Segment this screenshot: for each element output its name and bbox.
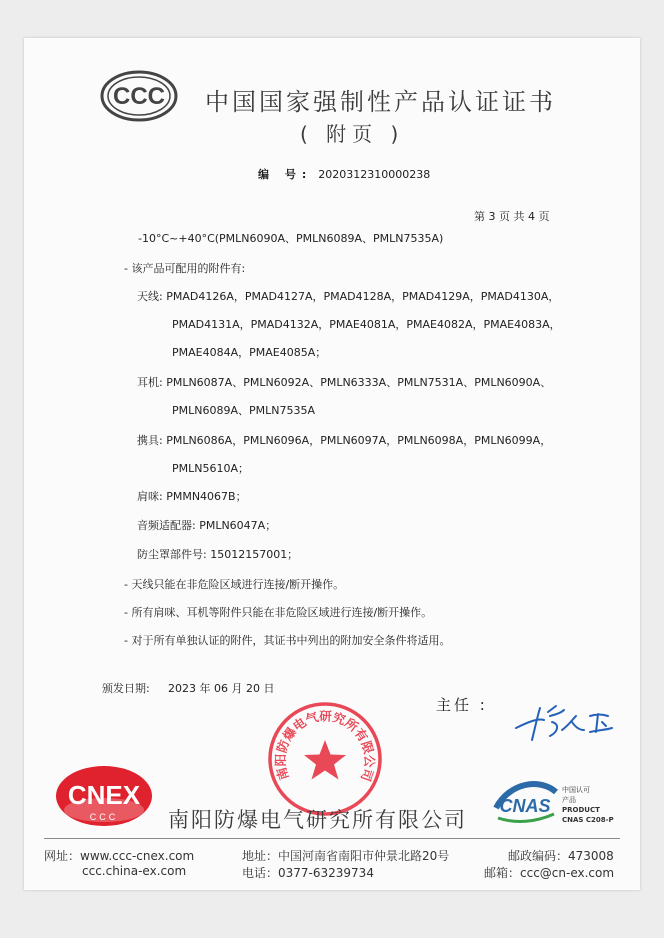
body-line: - 所有肩咪、耳机等附件只能在非危险区域进行连接/断开操作。 [124,606,433,619]
director-label: 主任 : [436,696,488,714]
footer-divider [44,838,620,839]
body-line: - 该产品可配用的附件有: [124,262,246,275]
cnex-logo [54,764,154,828]
footer-phone: 电话：0377-63239734 [242,866,374,880]
body-line: - 天线只能在非危险区域进行连接/断开操作。 [124,578,345,591]
body-line: - 对于所有单独认证的附件，其证书中列出的附加安全条件将适用。 [124,634,451,647]
issue-date-label: 颁发日期: [102,682,150,695]
cnas-label-4: CNAS C208-P [562,816,614,824]
certificate-title: 中国国家强制性产品认证证书 [205,88,556,116]
seal-text: 南阳防爆电气研究所有限公司 [272,708,378,784]
company-name: 南阳防爆电气研究所有限公司 [168,808,467,832]
cnex-logo-text: CNEX [67,780,141,810]
cnas-logo [492,778,558,824]
footer-website: 网址：www.ccc-cnex.com [44,849,195,863]
body-line: 天线: PMAD4126A，PMAD4127A，PMAD4128A，PMAD4129A，PMAD4130A， [137,290,560,303]
footer-postcode: 邮政编码：473008 [508,849,614,863]
body-line: 肩咪: PMMN4067B； [137,490,247,503]
body-line: 音频适配器: PMLN6047A； [137,519,277,532]
cnas-logo-text: CNAS [499,796,551,816]
cert-no-value: 2020312310000238 [318,168,431,181]
director-signature [510,700,616,744]
body-line: PMLN6089A、PMLN7535A [172,404,315,417]
footer-website-2: ccc.china-ex.com [82,864,187,878]
footer-email: 邮箱：ccc@cn-ex.com [484,866,615,880]
body-line: 防尘罩部件号: 15012157001； [137,548,299,561]
body-line: PMAD4131A，PMAD4132A，PMAE4081A，PMAE4082A，PMAE4083A， [172,318,561,331]
page-indicator: 第 3 页 共 4 页 [474,210,550,223]
body-line: 耳机: PMLN6087A、PMLN6092A、PMLN6333A、PMLN7531A、PMLN6090A、 [137,376,552,389]
cnas-label-3: PRODUCT [562,806,600,814]
cnas-label-1: 中国认可 [562,786,590,794]
body-line: PMLN5610A； [172,462,249,475]
cert-no-label: 编 号: [258,168,313,181]
body-line: 携具: PMLN6086A，PMLN6096A，PMLN6097A，PMLN6098A，PMLN6099A， [137,434,552,447]
certificate-subtitle: ( 附页 ) [300,122,405,146]
certificate-number [258,166,430,182]
seal-star-icon [304,740,346,780]
official-seal [266,700,384,818]
footer-address: 地址：中国河南省南阳市仲景北路20号 [242,849,450,863]
cnex-logo-subtext: CCC [89,812,119,822]
issue-date-value: 2023 年 06 月 20 日 [168,682,275,695]
cnas-label-2: 产品 [562,796,576,804]
ccc-logo-text: CCC [113,83,165,110]
ccc-logo [100,70,178,122]
body-line: -10°C~+40°C(PMLN6090A、PMLN6089A、PMLN7535A) [138,232,444,245]
body-line: PMAE4084A，PMAE4085A； [172,346,327,359]
